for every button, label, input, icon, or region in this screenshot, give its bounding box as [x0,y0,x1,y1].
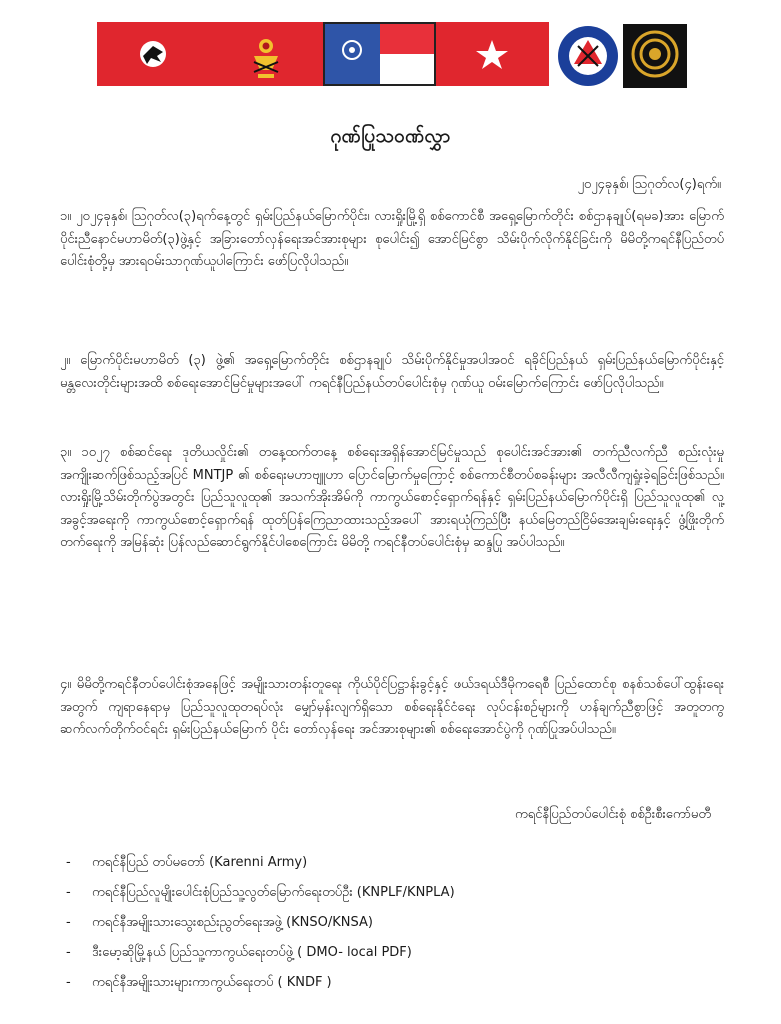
list-item: - ကရင်နီပြည်လူမျိုးပေါင်းစုံပြည်သူ့လွတ်မြောက်ရေးတပ်ဦး (KNPLF/KNPLA) [66,878,726,908]
member-name: ကရင်နီပြည် တပ်မတော် (Karenni Army) [92,855,308,870]
document-date: ၂၀၂၄ခုနှစ်၊ ဩဂုတ်လ(၄)ရက်။ [577,177,721,192]
red-star-flag [436,22,549,86]
people-defense-force-seal [556,24,620,88]
blue-white-red-flag [323,22,436,86]
list-item: - ကရင်နီအမျိုးသားများကာကွယ်ရေးတပ် ( KNDF ) [66,968,726,998]
member-name: ကရင်နီအမျိုးသားများကာကွယ်ရေးတပ် ( KNDF ) [92,975,332,990]
emblem-icon [325,24,434,84]
red-emblem-flag [210,22,323,86]
member-name: ကရင်နီအမျိုးသားသွေးစည်းညွတ်ရေးအဖွဲ့ (KNSO/KNSA) [92,915,373,930]
member-list [66,848,726,998]
header-flags [97,22,549,90]
red-eagle-flag [97,22,210,86]
paragraph-3: ၃။ ၁၀၂၇ စစ်ဆင်ရေး ဒုတိယလှိုင်း၏ တနေ့ထက်တနေ့ စစ်ရေးအရှိန်အောင်မြင်မှုသည် စုပေါင်းအင်အား၏ တက်ညီလက်ညီ စည်းလုံးမှု အကျိုးဆက်ဖြစ်သည့်အပြင် MNTJP ၏ စစ်ရေးမဟာဗျူဟာ ပြောင်မြောက်မှုကြောင့် စစ်ကောင်စီတပ်စခန်းများ အလီလီကျရှုံးခဲ့ရခြင်းဖြစ်သည်။ လားရှိုးမြို့သိမ်းတိုက်ပွဲအတွင်း ပြည်သူလူထု၏ အသက်အိုးအိမ်ကို ကာကွယ်စောင့်ရှောက်ရန်နှင့် ရှမ်းပြည်နယ်မြောက်ပိုင်းရှိ ပြည်သူလူထု၏ လူ့အခွင့်အရေးကို ကာကွယ်စောင့်ရှောက်ရန် ထုတ်ပြန်ကြေညာထားသည့်အပေါ် အားရယုံကြည်ပြီး နယ်မြေတည်ငြိမ်အေးချမ်းရေးနှင့် ဖွံ့ဖြိုးတိုက်တက်ရေးကို အမြန်ဆုံး ပြန်လည်ဆောင်ရွက်နိုင်ပါစေကြောင်း မိမိတို့ ကရင်နီတပ်ပေါင်းစုံမှ ဆန္ဒပြု အပ်ပါသည်။ [60,445,724,550]
member-name: ကရင်နီပြည်လူမျိုးပေါင်းစုံပြည်သူ့လွတ်မြောက်ရေးတပ်ဦး (KNPLF/KNPLA) [92,885,455,900]
paragraph-1: ၁။ ၂၀၂၄ခုနှစ်၊ ဩဂုတ်လ(၃)ရက်နေ့တွင် ရှမ်းပြည်နယ်မြောက်ပိုင်း၊ လားရှိုးမြို့ရှိ စစ်ကောင်စီ အရှေ့မြောက်တိုင်း စစ်ဌာနချုပ်(ရမခ)အား မြောက်ပိုင်းညီနောင်မဟာမိတ်(၃)ဖွဲ့နှင့် အခြားတော်လှန်ရေးအင်အားစုများ စုပေါင်း၍ အောင်မြင်စွာ သိမ်းပိုက်လိုက်နိုင်ခြင်းကို မိမိတို့ကရင်နီပြည်တပ်ပေါင်းစုံတို့မှ အားရဝမ်းသာဂုဏ်ယူပါကြောင်း ဖော်ပြလိုပါသည်။ [60,209,724,269]
list-item: - ဒီးမော့ဆိုမြို့နယ် ပြည်သူ့ကာကွယ်ရေးတပ်ဖွဲ့ ( DMO- local PDF) [66,938,726,968]
paragraph-2: ၂။ မြောက်ပိုင်းမဟာမိတ် (၃) ဖွဲ့၏ အရှေ့မြောက်တိုင်း စစ်ဌာနချုပ် သိမ်းပိုက်နိုင်မှုအပါအဝင် ရခိုင်ပြည်နယ် ရှမ်းပြည်နယ်မြောက်ပိုင်းနှင့် မန္တလေးတိုင်းများအထိ စစ်ရေးအောင်မြင်မှုများအပေါ် ကရင်နီပြည်နယ်တပ်ပေါင်းစုံမှ ဂုဏ်ယူ ဝမ်းမြောက်ကြောင်း ဖော်ပြလိုပါသည်။ [60,353,724,391]
star-icon [436,22,549,86]
paragraph-4: ၄။ မိမိတို့ကရင်နီတပ်ပေါင်းစုံအနေဖြင့် အမျိုးသားတန်းတူရေး ကိုယ်ပိုင်ပြဋ္ဌာန်းခွင့်နှင့် ဖယ်ဒရယ်ဒီမိုကရေစီ ပြည်ထောင်စု စနစ်သစ်ပေါ်ထွန်းရေးအတွက် ကျရာနေရာမှ ပြည်သူလူထုတရပ်လုံး မျှော်မှန်းလျက်ရှိသော စစ်ရေးနိုင်ငံရေး လုပ်ငန်းစဉ်များကို ဟန်ချက်ညီစွာဖြင့် အတူတကွ ဆက်လက်တိုက်ဝင်ရင်း ရှမ်းပြည်နယ်မြောက် ပိုင်း တော်လှန်ရေး အင်အားစုများ၏ စစ်ရေးအောင်ပွဲကို ဂုဏ်ပြုအပ်ပါသည်။ [60,677,724,737]
list-item: - ကရင်နီအမျိုးသားသွေးစည်းညွတ်ရေးအဖွဲ့ (KNSO/KNSA) [66,908,726,938]
eagle-icon [97,22,210,86]
page-title: ဂုဏ်ပြုသဝဏ်လွှာ [330,125,451,147]
signature: ကရင်နီပြည်တပ်ပေါင်းစုံ စစ်ဦးစီးကော်မတီ [515,807,711,822]
military-emblem-icon [210,22,323,86]
list-item: - ကရင်နီပြည် တပ်မတော် (Karenni Army) [66,848,726,878]
kndf-target-seal [623,24,687,88]
member-name: ဒီးမော့ဆိုမြို့နယ် ပြည်သူ့ကာကွယ်ရေးတပ်ဖွဲ့ ( DMO- local PDF) [92,945,412,960]
